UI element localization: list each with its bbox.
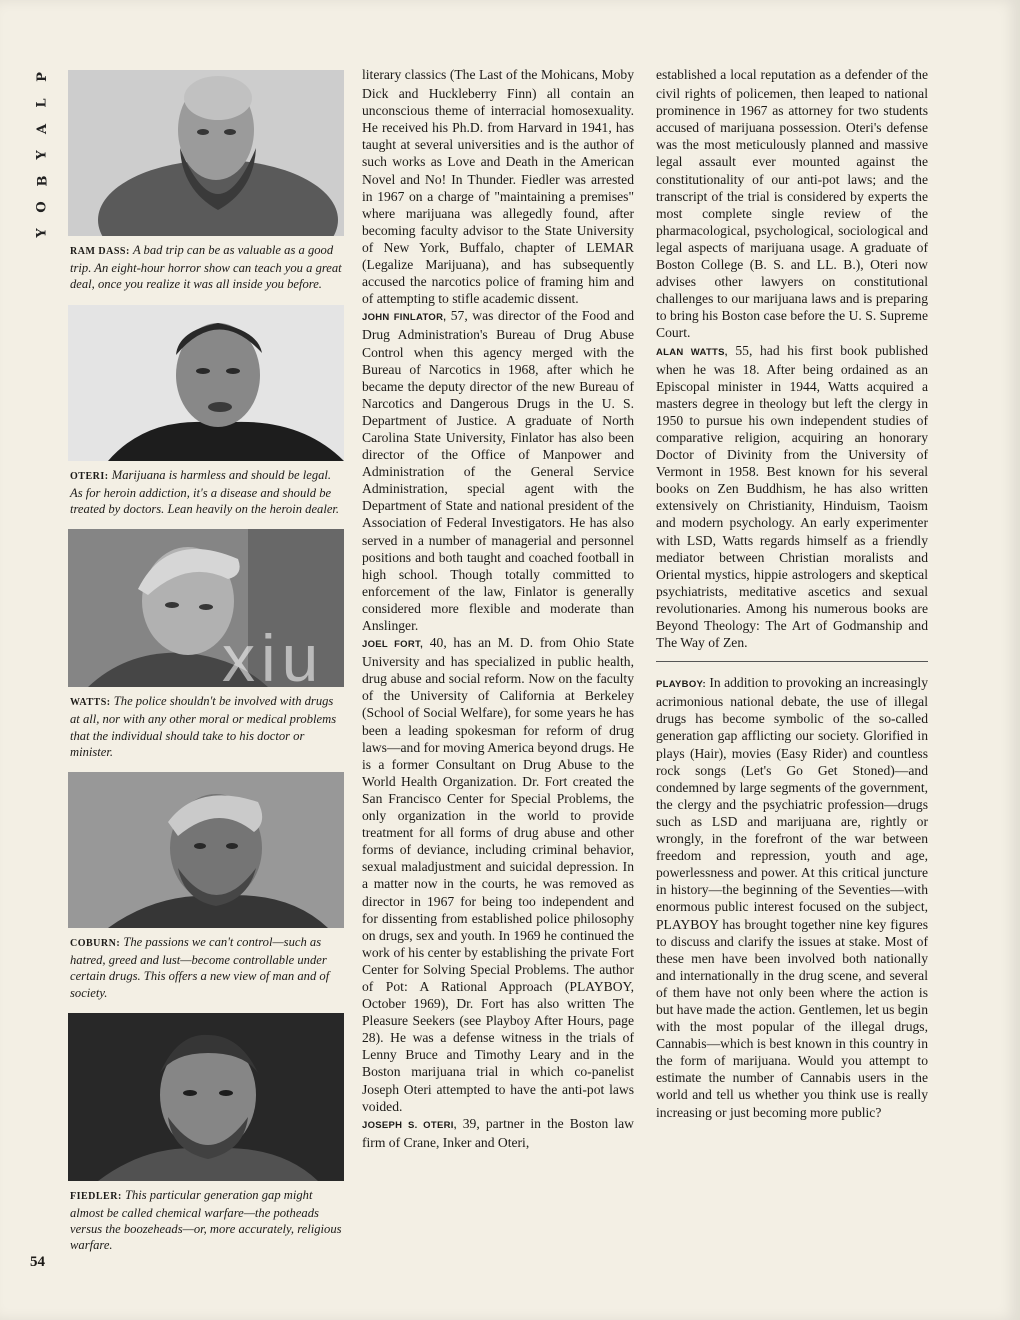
article-column-right — [656, 66, 928, 1121]
coburn-caption — [70, 934, 346, 1001]
ram-dass-name: RAM DASS: — [70, 246, 130, 257]
name-lead-finlator: JOHN FINLATOR, — [362, 312, 447, 324]
ram-dass-caption — [70, 242, 346, 293]
fiedler-name: FIEDLER: — [70, 1190, 122, 1202]
masthead-letter: B — [35, 175, 50, 187]
watts-quote: The police shouldn't be involved with drugs at all, nor with any other moral or medical problems that the individual should take to his doctor or minister. — [70, 694, 337, 759]
portrait-coburn — [68, 772, 344, 1001]
oteri-caption — [70, 467, 346, 518]
oteri-quote: Marijuana is harmless and should be legal. As for heroin addiction, it's a disease and should be treated by doctors. Lean heavily on the heroin dealer. — [70, 467, 340, 517]
paragraph-fort-bio: JOEL FORT, 40, has an M. D. from Ohio State University and has specialized in public health, drug abuse and social reform. Now on the faculty of the University of California at Berkeley (School of Social Welfare), for some years he has been a leading spokesman for reform of drug laws—and for moving America beyond drugs. He is a former Consultant on Drug Abuse to the World Health Organization. Dr. Fort created the San Francisco Center for Special Problems, the only organization in the world to provide treatment for all forms of drug abuse and other forms of deviance, including criminal behavior, sexual maladjustment and suicidal depression. In a matter now in the courts, he was removed as director in 1967 for being too independent and for dissenting from established police philosophy on drugs, sex and youth. In 1969 he continued the work of his center by establishing the private Fort Center for Solving Special Problems. The author of Pot: A Rational Approach (PLAYBOY, October 1969), Dr. Fort has also written The Pleasure Seekers (see Playboy After Hours, page 28). He was a defense witness in the trials of Lenny Bruce and Timothy Leary and in the Boston marijuana trial in which co-panelist Joseph Oteri attempted to have the anti-pot laws voided. — [362, 635, 635, 1114]
paragraph-watts-bio: ALAN WATTS, 55, had his first book published when he was 18. After being ordained as an Episcopal minister in 1944, Watts acquired a masters degree in theology but left the clergy in 1950 to pursue his own independent studies of comparative religion, acquiring an honorary Doctor of Divinity from the University of Vermont in 1958. Best known for his several books on Zen Buddhism, he has also written extensively on Christianity, Hinduism, Taoism and modern psychology. An early experimenter with LSD, Watts regards himself as a friendly mediator between Christian moralists and Oriental mystics, hippie astrologers and skeptical psychiatrists, meditative ascetics and sexual revolutionaries. Among his numerous books are Beyond Theology: The Art of Godmanship and The Way of Zen. — [656, 342, 928, 651]
masthead-letter: P — [35, 72, 50, 82]
name-lead-watts: ALAN WATTS, — [656, 346, 728, 358]
masthead-letter: Y — [35, 228, 50, 238]
paragraph-oteri-bio: JOSEPH S. OTERI, 39, partner in the Boston law firm of Crane, Inker and Oteri, — [362, 1115, 634, 1150]
coburn-photo — [68, 772, 344, 928]
fiedler-quote: This particular generation gap might almost be called chemical warfare—the potheads versus the boozeheads—or, more accurately, religious warfare. — [70, 1187, 342, 1253]
fiedler-photo — [68, 1013, 344, 1181]
section-divider — [656, 661, 928, 662]
portrait-oteri — [68, 305, 344, 518]
portrait-fiedler — [68, 1013, 344, 1254]
paragraph-playboy-question: PLAYBOY: In addition to provoking an increasingly acrimonious national debate, the use of illegal drugs has become symbolic of the so-called generation gap afflicting our society. Glorified in plays (Hair), movies (Easy Rider) and countless rock songs (Let's Go Get Stoned)—and condemned by large segments of the government, the clergy and the psychiatric profession—drugs such as LSD and marijuana are, rightly or wrongly, in the forefront of the war between freedom and repression, youth and age, powerlessness and power. At this critical juncture in history—the beginning of the Seventies—with enormous public interest focused on the subject, PLAYBOY has brought together nine key figures to discuss and clarify the issues at stake. Most of these men have been involved both nationally and internationally in the drug scene, and several of them have not only been where the action is but have made the action. Gentlemen, let us begin with the most popular of the illegal drugs, Cannabis—which is best known in this country in the form of marijuana. Would you attempt to estimate the number of Cannabis users in the world and tell us whether you think use is really increasing or just becoming more public? — [656, 675, 928, 1120]
paragraph-finlator-bio: JOHN FINLATOR, 57, was director of the Food and Drug Administration's Bureau of Drug Abuse Control when this agency merged with the Bureau of Narcotics in 1968, after which he became the deputy director of the new Bureau of Narcotics and Dangerous Drugs in the U. S. Department of Justice. A graduate of North Carolina State University, Finlator has also been director of the Office of Manpower and Administration of the General Service Administration, special agent with the Department of State and national president of the Association of Federal Investigators. He has also served in a number of managerial and personnel positions and both taught and coached football in high school. Though totally committed to enforcement of the law, Finlator is generally considered more flexible and moderate than Anslinger. — [362, 308, 635, 633]
playboy-masthead — [28, 64, 58, 246]
watts-caption — [70, 693, 346, 760]
paragraph-fiedler-bio: literary classics (The Last of the Mohicans, Moby Dick and Huckleberry Finn) all contain an unconscious theme of interracial homosexuality. He received his Ph.D. from Harvard in 1941, has taught at several universities and is the author of such works as Love and Death in the American Novel and No! In Thunder. Fiedler was arrested in 1967 on a charge of "maintaining a premises" where marijuana was allegedly found, after becoming faculty advisor to the State University of New York, Buffalo, chapter of LEMAR (Legalize Marijuana), and has subsequently accused the narcotics police of framing him and of attempting to stifle academic dissent. — [362, 67, 634, 307]
watermark-text: xiu — [222, 621, 325, 695]
watts-name: WATTS: — [70, 697, 111, 709]
coburn-name: COBURN: — [70, 938, 121, 950]
name-lead-oteri: JOSEPH S. OTERI, — [362, 1119, 457, 1131]
name-lead-playboy: PLAYBOY: — [656, 679, 706, 691]
paragraph-oteri-bio-cont: established a local reputation as a defender of the civil rights of policemen, then leaped to national prominence in 1967 as attorney for two students accused of marijuana possession. Oteri's defense was the most meticulously planned and massive legal assault ever mounted against the constitutionality of our anti-pot laws; and the transcript of the trial is considered by experts the most complete single review of the pharmacological, psychological, sociological and legal aspects of marijuana usage. A graduate of Boston College (B. S. and LL. B.), Oteri now advises other lawyers on constitutional challenges to our marijuana laws and is preparing to bring his Boston case before the U. S. Supreme Court. — [656, 67, 928, 341]
name-lead-fort: JOEL FORT, — [362, 639, 424, 651]
ram-dass-quote: A bad trip can be as valuable as a good trip. An eight-hour horror show can teach you a great deal, once you realize it was all inside you before. — [70, 243, 342, 292]
ram-dass-photo — [68, 70, 344, 236]
masthead-letter: Y — [35, 150, 50, 160]
coburn-quote: The passions we can't control—such as hatred, greed and lust—become controllable under certain drugs. This offers a new view of man and of society. — [70, 935, 330, 1000]
oteri-name: OTERI: — [70, 470, 109, 482]
watts-photo — [68, 529, 344, 687]
masthead-letter: A — [35, 123, 50, 135]
fiedler-caption — [70, 1187, 346, 1254]
masthead-letter: O — [34, 201, 50, 213]
masthead-letter: L — [34, 98, 50, 108]
page-number: 54 — [30, 1254, 45, 1270]
portrait-watts — [68, 529, 344, 760]
article-column-middle — [362, 66, 634, 1151]
portrait-ram-dass — [68, 70, 344, 293]
portrait-column — [68, 70, 344, 1266]
oteri-photo — [68, 305, 344, 461]
